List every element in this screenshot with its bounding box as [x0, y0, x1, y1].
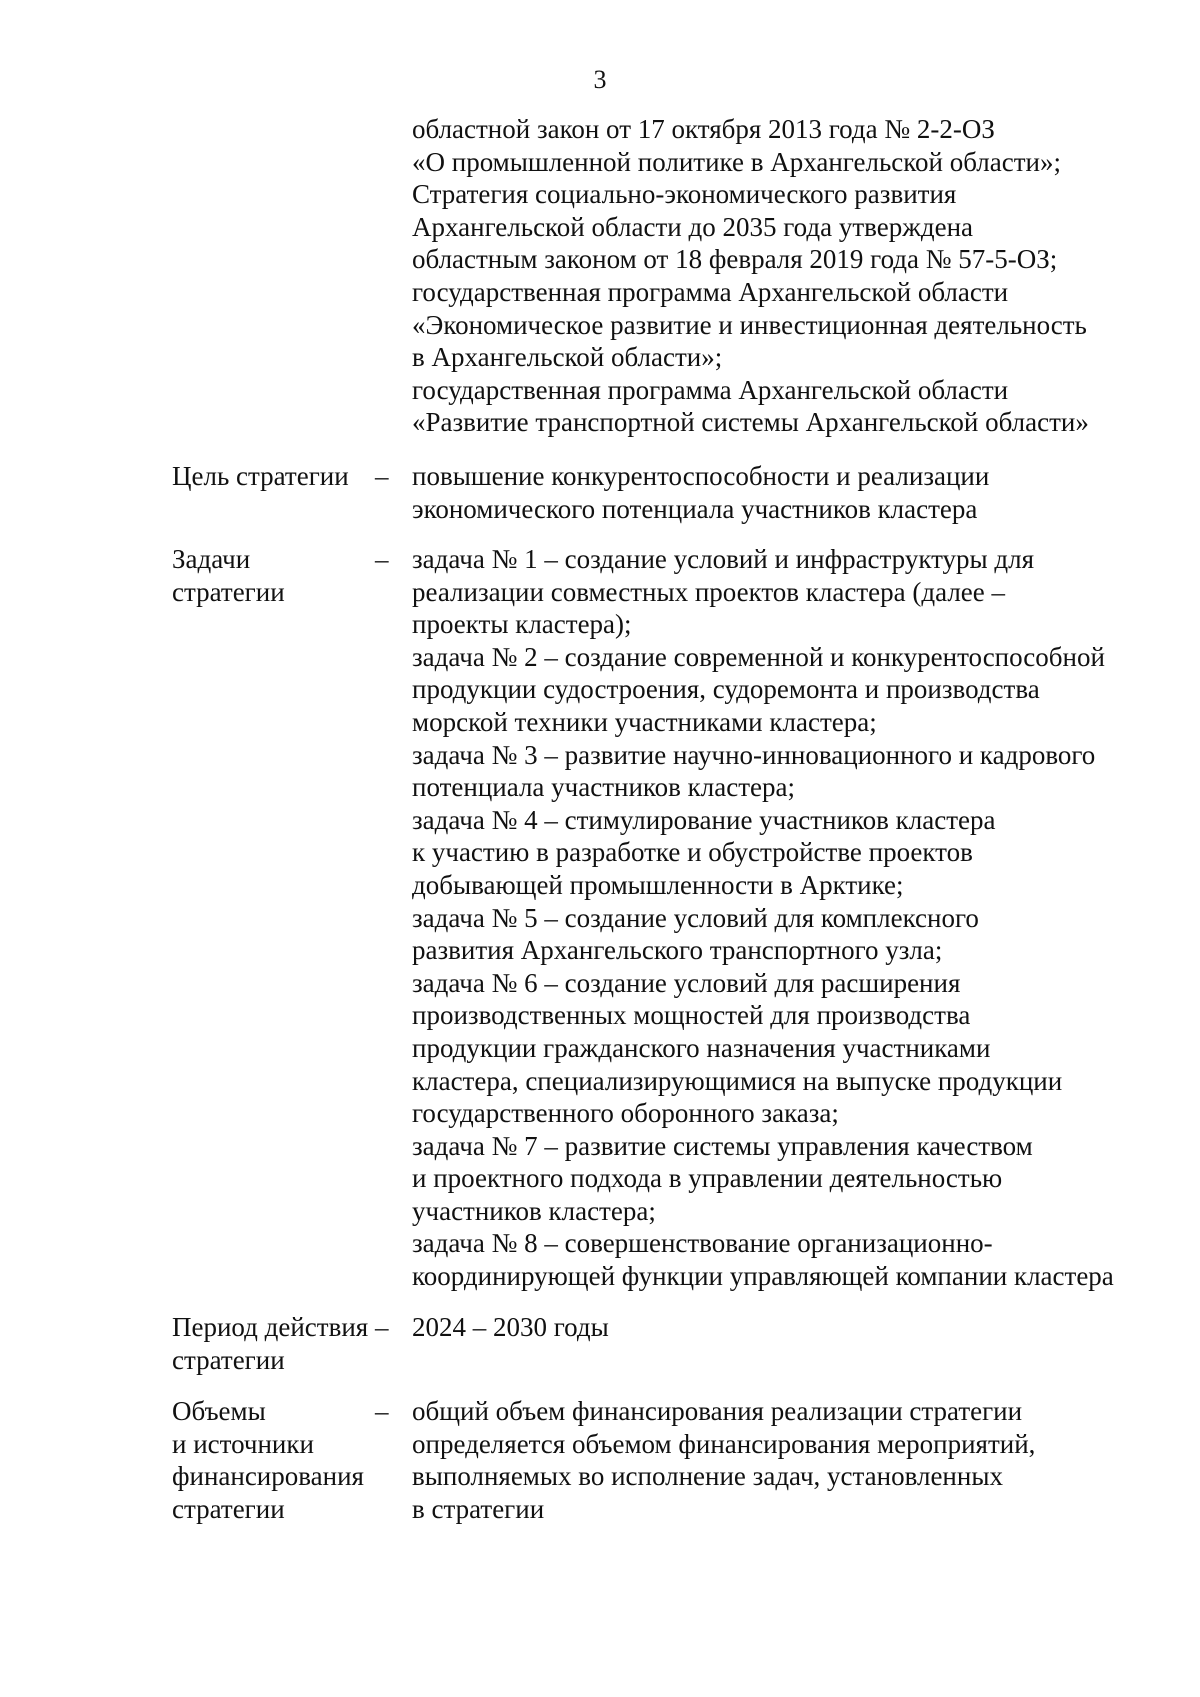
label-line: стратегии [172, 1344, 285, 1375]
label-line: Задачи [172, 544, 251, 574]
dash-separator: – [375, 1396, 389, 1426]
text-line: и проектного подхода в управлении деятельностью [412, 1163, 1003, 1194]
label-line: Цель стратегии [172, 461, 349, 491]
period-label [172, 1311, 372, 1376]
dash-separator: – [375, 544, 389, 574]
label-line: стратегии [172, 576, 285, 607]
text-line: производственных мощностей для производства [412, 1000, 971, 1031]
text-line: участников кластера; [412, 1195, 656, 1226]
tasks-content [412, 543, 1172, 1293]
period-content [412, 1311, 1172, 1344]
text-line: продукции гражданского назначения участниками [412, 1032, 991, 1063]
text-line: определяется объемом финансирования мероприятий, [412, 1428, 1036, 1459]
text-line: задача № 1 – создание условий и инфраструктуры для [412, 544, 1035, 574]
text-line: экономического потенциала участников кластера [412, 493, 978, 524]
text-line: повышение конкурентоспособности и реализации [412, 461, 990, 491]
text-line: «Развитие транспортной системы Архангельской области» [412, 407, 1089, 438]
text-line: реализации совместных проектов кластера (далее – [412, 576, 1006, 607]
text-line: «О промышленной политике в Архангельской области»; [412, 146, 1061, 177]
text-line: продукции судостроения, судоремонта и производства [412, 674, 1040, 705]
text-line: государственная программа Архангельской области [412, 374, 1009, 405]
text-line: областной закон от 17 октября 2013 года № 2-2-ОЗ [412, 114, 995, 144]
text-line: Стратегия социально-экономического развития [412, 179, 957, 210]
legal-basis-list [412, 113, 1152, 439]
text-line: общий объем финансирования реализации стратегии [412, 1396, 1023, 1426]
text-line: задача № 5 – создание условий для комплексного [412, 902, 979, 933]
text-line: к участию в разработке и обустройстве проектов [412, 837, 973, 868]
label-line: и источники [172, 1428, 314, 1459]
text-line: развития Архангельского транспортного узла; [412, 935, 943, 966]
page-number: 3 [593, 65, 607, 94]
text-line: проекты кластера); [412, 609, 632, 640]
text-line: задача № 2 – создание современной и конкурентоспособной [412, 641, 1105, 672]
funding-label [172, 1395, 372, 1525]
text-line: в стратегии [412, 1493, 545, 1524]
text-line: 2024 – 2030 годы [412, 1312, 609, 1342]
text-line: выполняемых во исполнение задач, установленных [412, 1461, 1003, 1492]
text-line: государственная программа Архангельской области [412, 276, 1009, 307]
tasks-label [172, 543, 372, 608]
text-line: «Экономическое развитие и инвестиционная деятельность [412, 309, 1087, 340]
text-line: задача № 8 – совершенствование организационно- [412, 1228, 993, 1259]
funding-content [412, 1395, 1172, 1525]
text-line: морской техники участниками кластера; [412, 706, 877, 737]
dash-separator: – [375, 461, 389, 491]
label-line: Период действия [172, 1312, 369, 1342]
text-line: задача № 3 – развитие научно-инновационного и кадрового [412, 739, 1096, 770]
text-line: добывающей промышленности в Арктике; [412, 869, 904, 900]
text-line: в Архангельской области»; [412, 342, 723, 373]
text-line: задача № 6 – создание условий для расширения [412, 967, 961, 998]
label-line: стратегии [172, 1493, 285, 1524]
goal-content [412, 460, 1172, 525]
text-line: Архангельской области до 2035 года утверждена [412, 211, 974, 242]
label-line: финансирования [172, 1461, 364, 1492]
text-line: кластера, специализирующимися на выпуске продукции [412, 1065, 1063, 1096]
dash-separator: – [375, 1312, 389, 1342]
text-line: государственного оборонного заказа; [412, 1098, 839, 1129]
label-line: Объемы [172, 1396, 266, 1426]
text-line: областным законом от 18 февраля 2019 года № 57-5-ОЗ; [412, 244, 1058, 275]
text-line: задача № 7 – развитие системы управления качеством [412, 1130, 1033, 1161]
text-line: задача № 4 – стимулирование участников кластера [412, 804, 996, 835]
text-line: координирующей функции управляющей компании кластера [412, 1261, 1114, 1292]
goal-label [172, 460, 372, 493]
text-line: потенциала участников кластера; [412, 772, 795, 803]
